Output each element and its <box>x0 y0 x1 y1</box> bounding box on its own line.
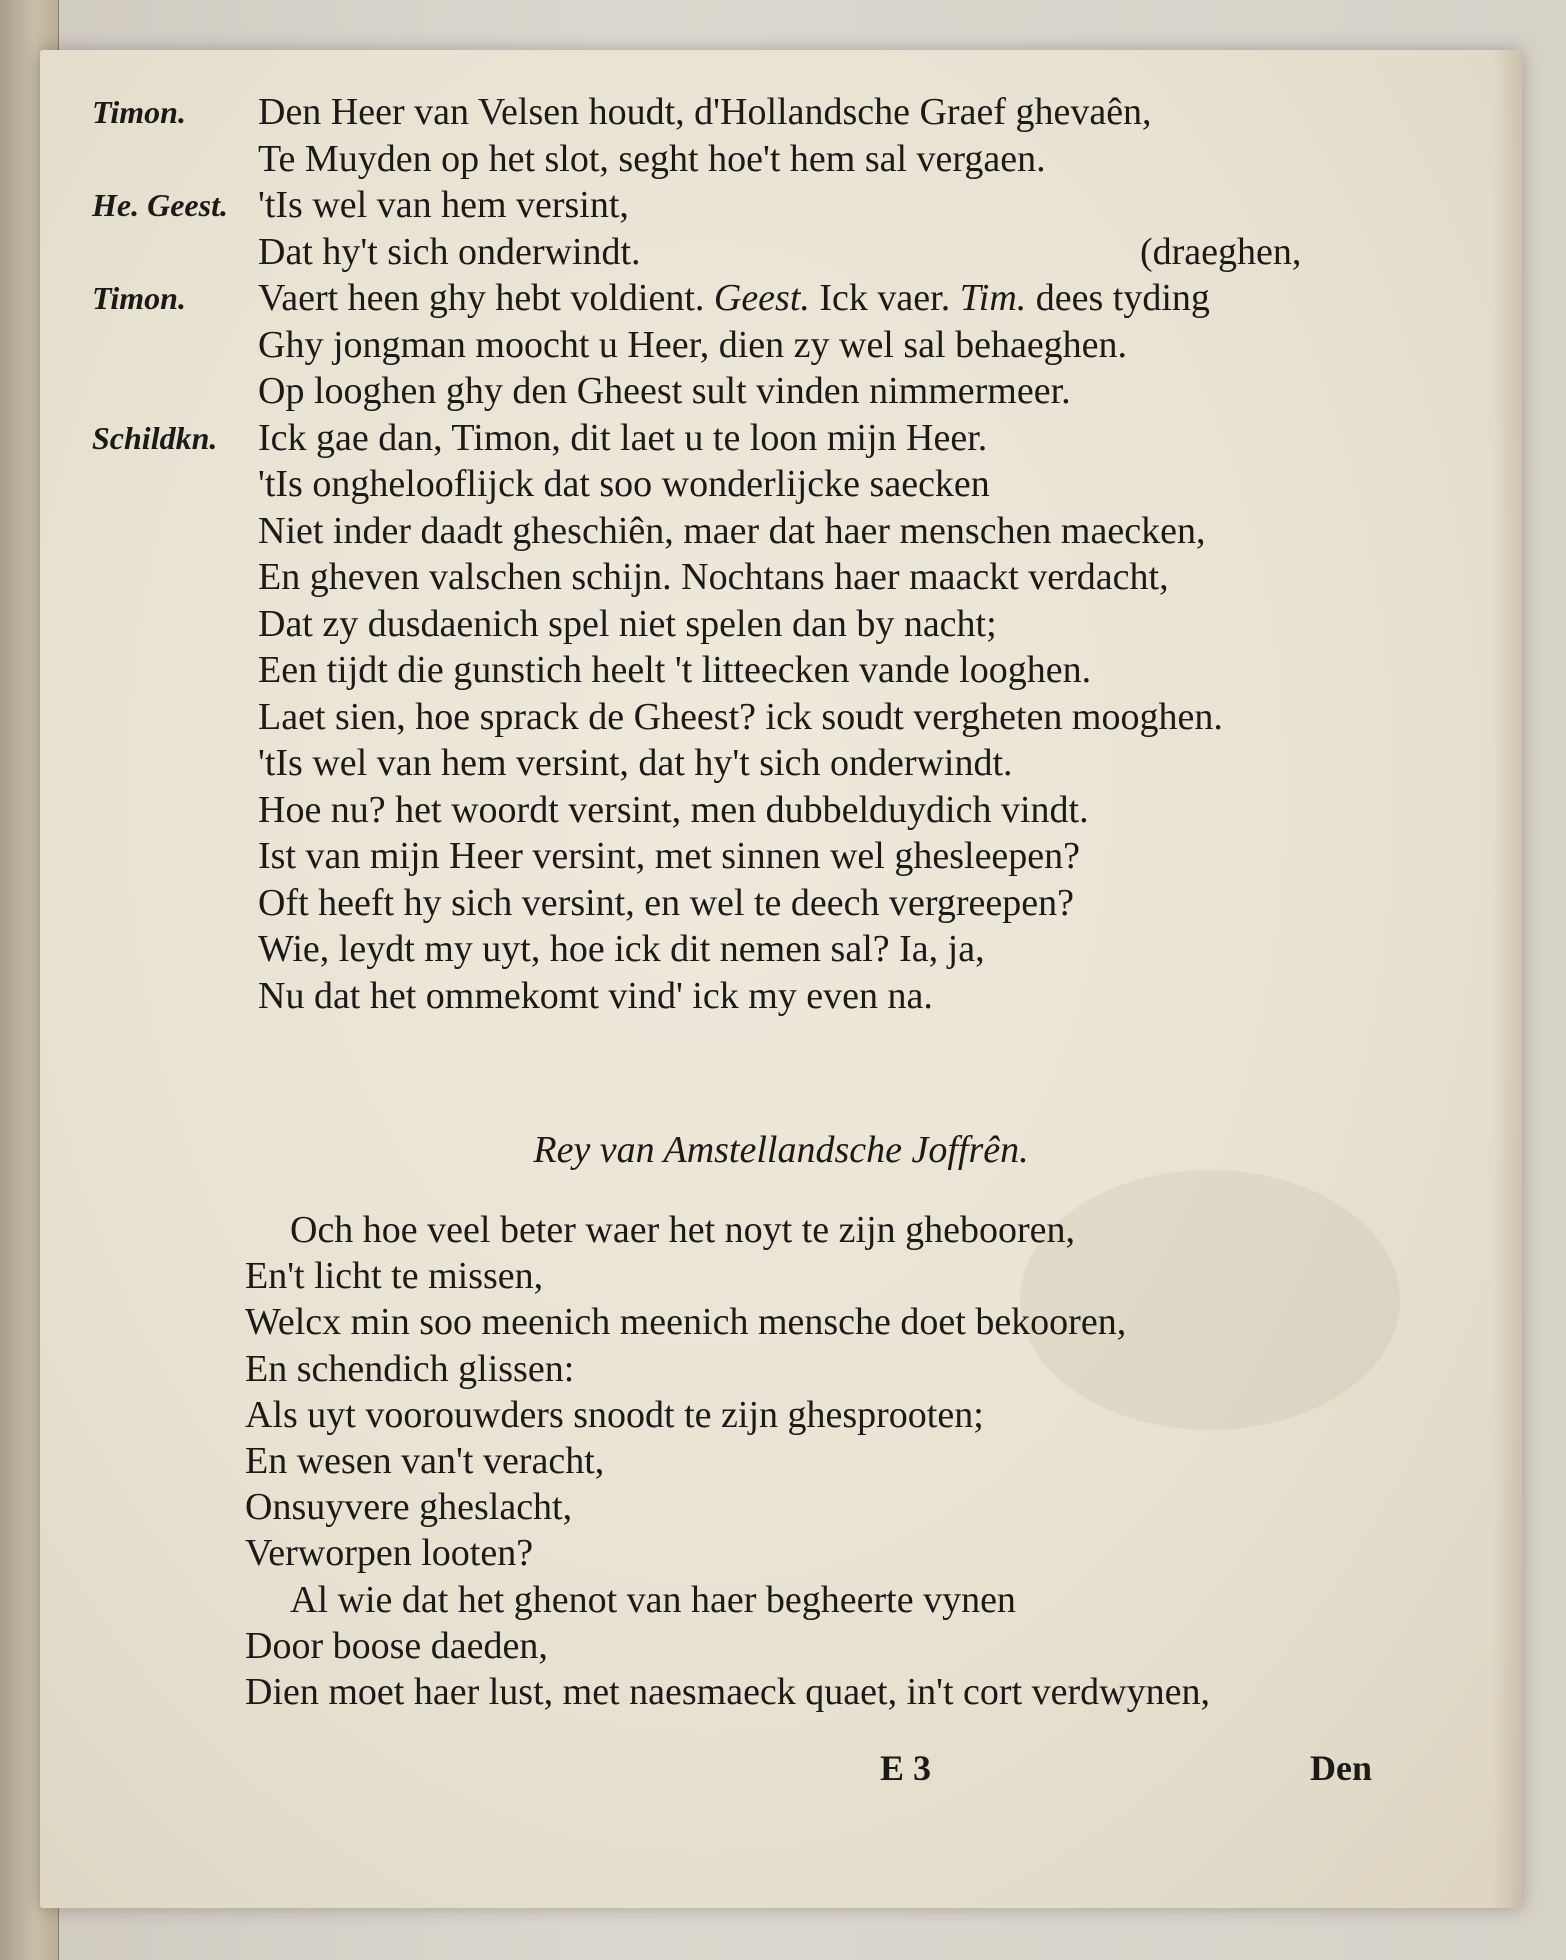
catchword: Den <box>1310 1748 1372 1788</box>
signature-mark: E 3 <box>880 1748 932 1788</box>
verse-text: Ghy jongman moocht u Heer, dien zy wel sal behaeghen. <box>258 323 1128 366</box>
verse-text: Een tijdt die gunstich heelt 't litteecken vande looghen. <box>258 649 1092 691</box>
verse-line <box>258 602 997 646</box>
poem-line: Verworpen looten? <box>245 1532 534 1575</box>
verse-text: Oft heeft hy sich versint, en wel te deech vergreepen? <box>258 881 1074 924</box>
poem-line: Door boose daeden, <box>245 1624 548 1667</box>
verse-line <box>258 230 641 274</box>
verse-line <box>258 509 1205 553</box>
inline-verse-text: dees tyding <box>1026 277 1210 319</box>
section-heading: Rey van Amstellandsche Joffrên. <box>533 1129 1029 1171</box>
verse-line <box>258 834 1080 878</box>
speaker-label: Timon. <box>92 280 186 316</box>
poem-line: En wesen van't veracht, <box>245 1440 605 1482</box>
verse-text: Op looghen ghy den Gheest sult vinden nimmermeer. <box>258 370 1071 412</box>
verse-line <box>258 741 1013 785</box>
poem-line: Al wie dat het ghenot van haer begheerte vynen <box>290 1578 1016 1621</box>
verse-text: En gheven valschen schijn. Nochtans haer maackt verdacht, <box>258 556 1169 598</box>
verse-line <box>258 90 1152 134</box>
poem-line: En schendich glissen: <box>245 1347 575 1390</box>
verse-line <box>258 369 1071 413</box>
verse-text: 'tIs onghelooflijck dat soo wonderlijcke saecken <box>258 463 990 505</box>
inline-verse-text: Ick vaer. <box>809 277 960 319</box>
verse-line <box>258 974 933 1018</box>
verse-line <box>258 276 1210 320</box>
verse-line <box>258 416 987 460</box>
verse-text: Dat zy dusdaenich spel niet spelen dan by nacht; <box>258 602 997 645</box>
verse-text: Niet inder daadt gheschiên, maer dat haer menschen maecken, <box>258 509 1206 552</box>
book-page <box>40 50 1522 1908</box>
verse-line <box>258 462 990 506</box>
verse-line <box>258 648 1091 692</box>
verse-line <box>258 323 1127 367</box>
poem-line: Onsuyvere gheslacht, <box>245 1486 573 1529</box>
verse-text: Ist van mijn Heer versint, met sinnen wel ghesleepen? <box>258 835 1081 877</box>
verse-text: Dat hy't sich onderwindt. <box>258 230 641 273</box>
verse-line <box>258 927 985 971</box>
verse-line <box>258 137 1046 181</box>
verse-text: Den Heer van Velsen houdt, d'Hollandsche Graef ghevaên, <box>258 91 1152 133</box>
verse-text: Laet sien, hoe sprack de Gheest? ick soudt vergheten mooghen. <box>258 695 1223 738</box>
verse-line <box>258 183 629 227</box>
inline-speaker-label: Tim. <box>959 277 1027 319</box>
verse-text: Te Muyden op het slot, seght hoe't hem sal vergaen. <box>258 137 1046 180</box>
poem-line: Welcx min soo meenich meenich mensche doet bekooren, <box>245 1301 1127 1344</box>
poem-line: Als uyt voorouwders snoodt te zijn ghesprooten; <box>245 1393 984 1436</box>
page-right-edge-shadow <box>1492 50 1522 1908</box>
speaker-label: Timon. <box>92 94 186 130</box>
poem-line: Och hoe veel beter waer het noyt te zijn ghebooren, <box>290 1209 1076 1251</box>
verse-line <box>258 695 1223 739</box>
verse-text: 'tIs wel van hem versint, <box>258 184 629 226</box>
verse-text: Wie, leydt my uyt, hoe ick dit nemen sal? Ia, ja, <box>258 928 985 970</box>
poem-line: Dien moet haer lust, met naesmaeck quaet, in't cort verdwynen, <box>245 1671 1210 1713</box>
verse-line <box>258 788 1089 832</box>
speaker-label: He. Geest. <box>92 187 228 223</box>
verse-text: Ick gae dan, Timon, dit laet u te loon mijn Heer. <box>258 416 988 459</box>
speaker-label: Schildkn. <box>92 419 218 456</box>
verse-text: Hoe nu? het woordt versint, men dubbelduydich vindt. <box>258 788 1089 831</box>
verse-text: 'tIs wel van hem versint, dat hy't sich onderwindt. <box>258 742 1013 784</box>
verse-text: Nu dat het ommekomt vind' ick my even na. <box>258 974 933 1017</box>
inline-speaker-label: Geest. <box>704 277 810 319</box>
poem-line: En't licht te missen, <box>245 1255 544 1298</box>
turnover-word: (draeghen, <box>1140 230 1302 273</box>
verse-line <box>258 881 1074 925</box>
verse-line <box>258 555 1169 599</box>
verse-text: Vaert heen ghy hebt voldient. <box>258 277 705 319</box>
